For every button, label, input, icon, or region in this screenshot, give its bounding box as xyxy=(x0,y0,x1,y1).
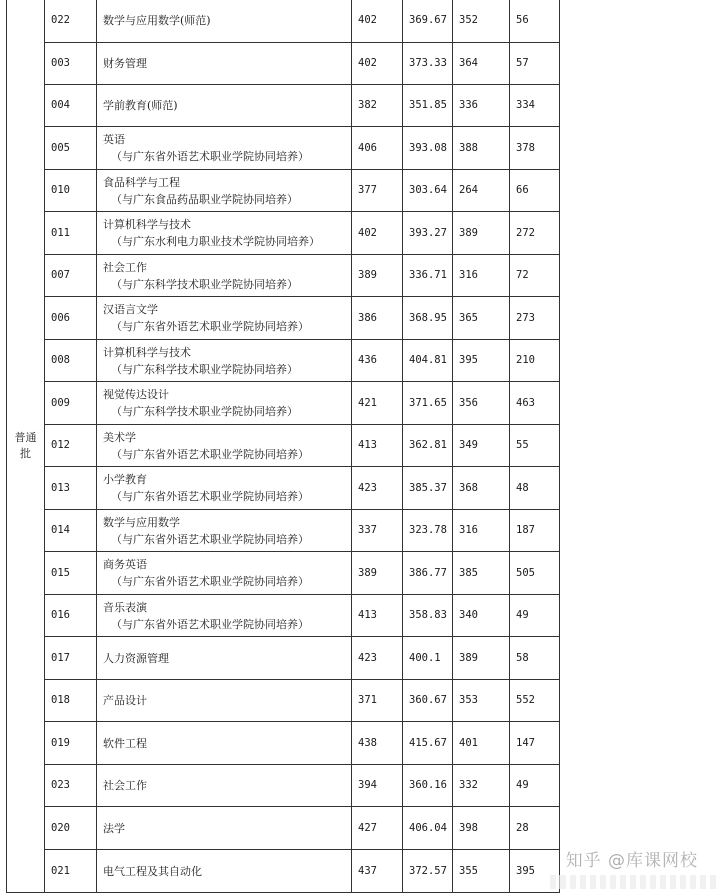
avg-score-cell: 372.57 xyxy=(403,850,453,893)
major-name-cell xyxy=(97,765,352,807)
major-name: 人力资源管理 xyxy=(103,651,169,665)
min-score-cell: 356 xyxy=(453,382,510,425)
major-name: 产品设计 xyxy=(103,694,147,707)
min-score-cell: 388 xyxy=(453,127,510,170)
major-partner-note: （与广东科学技术职业学院协同培养） xyxy=(111,277,298,291)
max-score-cell: 437 xyxy=(352,850,403,893)
avg-score-cell: 415.67 xyxy=(403,722,453,765)
min-score-cell: 355 xyxy=(453,850,510,893)
table-row xyxy=(7,382,560,425)
major-name: 社会工作 xyxy=(103,260,147,274)
table-row xyxy=(7,680,560,722)
score-table xyxy=(6,0,560,893)
table-row xyxy=(7,722,560,765)
max-score-cell: 402 xyxy=(352,0,403,43)
max-score-cell: 402 xyxy=(352,212,403,255)
admit-count-cell: 56 xyxy=(510,0,560,43)
max-score-cell: 413 xyxy=(352,425,403,467)
major-name: 汉语言文学 xyxy=(103,303,158,316)
max-score-cell: 406 xyxy=(352,127,403,170)
major-partner-note: （与广东科学技术职业学院协同培养） xyxy=(111,405,298,418)
major-name-cell xyxy=(97,0,352,43)
major-name-cell xyxy=(97,85,352,127)
avg-score-cell: 351.85 xyxy=(403,85,453,127)
table-row xyxy=(7,340,560,382)
min-score-cell: 316 xyxy=(453,255,510,297)
major-name-cell xyxy=(97,680,352,722)
table-row xyxy=(7,765,560,807)
max-score-cell: 402 xyxy=(352,43,403,85)
admit-count-cell: 395 xyxy=(510,850,560,893)
min-score-cell: 368 xyxy=(453,467,510,510)
avg-score-cell: 369.67 xyxy=(403,0,453,43)
major-name-cell xyxy=(97,43,352,85)
major-code-cell: 020 xyxy=(45,807,97,850)
major-code-cell: 016 xyxy=(45,595,97,637)
min-score-cell: 389 xyxy=(453,212,510,255)
major-name: 小学教育 xyxy=(103,473,147,486)
table-row xyxy=(7,807,560,850)
major-name: 食品科学与工程 xyxy=(103,175,180,189)
major-code-cell: 004 xyxy=(45,85,97,127)
major-code-cell: 010 xyxy=(45,170,97,212)
admit-count-cell: 334 xyxy=(510,85,560,127)
admit-count-cell: 28 xyxy=(510,807,560,850)
avg-score-cell: 386.77 xyxy=(403,552,453,595)
admit-count-cell: 552 xyxy=(510,680,560,722)
major-partner-note: （与广东食品药品职业学院协同培养） xyxy=(111,192,298,206)
admit-count-cell: 187 xyxy=(510,510,560,552)
max-score-cell: 371 xyxy=(352,680,403,722)
major-name-cell xyxy=(97,255,352,297)
major-name: 财务管理 xyxy=(103,57,147,70)
max-score-cell: 421 xyxy=(352,382,403,425)
min-score-cell: 332 xyxy=(453,765,510,807)
major-name: 视觉传达设计 xyxy=(103,388,169,401)
watermark-background xyxy=(550,875,720,889)
major-name: 计算机科学与技术 xyxy=(103,218,191,231)
admit-count-cell: 49 xyxy=(510,765,560,807)
table-row xyxy=(7,255,560,297)
max-score-cell: 413 xyxy=(352,595,403,637)
avg-score-cell: 373.33 xyxy=(403,43,453,85)
major-partner-note: （与广东省外语艺术职业学院协同培养） xyxy=(111,617,309,631)
major-name-cell xyxy=(97,552,352,595)
max-score-cell: 389 xyxy=(352,255,403,297)
admit-count-cell: 378 xyxy=(510,127,560,170)
major-code-cell: 017 xyxy=(45,637,97,680)
major-code-cell: 019 xyxy=(45,722,97,765)
avg-score-cell: 406.04 xyxy=(403,807,453,850)
avg-score-cell: 358.83 xyxy=(403,595,453,637)
avg-score-cell: 400.1 xyxy=(403,637,453,680)
min-score-cell: 336 xyxy=(453,85,510,127)
major-name: 音乐表演 xyxy=(103,600,147,614)
major-name-cell xyxy=(97,807,352,850)
major-code-cell: 021 xyxy=(45,850,97,893)
avg-score-cell: 360.16 xyxy=(403,765,453,807)
min-score-cell: 264 xyxy=(453,170,510,212)
max-score-cell: 386 xyxy=(352,297,403,340)
admit-count-cell: 463 xyxy=(510,382,560,425)
avg-score-cell: 368.95 xyxy=(403,297,453,340)
major-name: 美术学 xyxy=(103,430,136,444)
major-name-cell xyxy=(97,637,352,680)
avg-score-cell: 336.71 xyxy=(403,255,453,297)
table-row xyxy=(7,552,560,595)
table-row xyxy=(7,43,560,85)
major-partner-note: （与广东省外语艺术职业学院协同培养） xyxy=(111,575,309,588)
table-row xyxy=(7,127,560,170)
major-code-cell: 018 xyxy=(45,680,97,722)
major-name-cell xyxy=(97,297,352,340)
major-name-cell xyxy=(97,127,352,170)
max-score-cell: 423 xyxy=(352,637,403,680)
major-code-cell: 023 xyxy=(45,765,97,807)
major-name-cell xyxy=(97,382,352,425)
admit-count-cell: 147 xyxy=(510,722,560,765)
major-name: 软件工程 xyxy=(103,736,147,750)
avg-score-cell: 323.78 xyxy=(403,510,453,552)
major-code-cell: 007 xyxy=(45,255,97,297)
admit-count-cell: 505 xyxy=(510,552,560,595)
major-name: 社会工作 xyxy=(103,779,147,792)
major-code-cell: 003 xyxy=(45,43,97,85)
major-partner-note: （与广东省外语艺术职业学院协同培养） xyxy=(111,490,309,503)
table-row xyxy=(7,0,560,43)
max-score-cell: 436 xyxy=(352,340,403,382)
admit-count-cell: 55 xyxy=(510,425,560,467)
admit-count-cell: 57 xyxy=(510,43,560,85)
admit-count-cell: 273 xyxy=(510,297,560,340)
min-score-cell: 364 xyxy=(453,43,510,85)
major-code-cell: 015 xyxy=(45,552,97,595)
major-name-cell xyxy=(97,212,352,255)
major-name-cell xyxy=(97,722,352,765)
avg-score-cell: 303.64 xyxy=(403,170,453,212)
min-score-cell: 389 xyxy=(453,637,510,680)
batch-label-part: 普通 xyxy=(14,430,37,444)
avg-score-cell: 393.27 xyxy=(403,212,453,255)
min-score-cell: 349 xyxy=(453,425,510,467)
table-row xyxy=(7,467,560,510)
avg-score-cell: 385.37 xyxy=(403,467,453,510)
max-score-cell: 377 xyxy=(352,170,403,212)
max-score-cell: 423 xyxy=(352,467,403,510)
major-name-cell xyxy=(97,425,352,467)
max-score-cell: 337 xyxy=(352,510,403,552)
admit-count-cell: 72 xyxy=(510,255,560,297)
avg-score-cell: 362.81 xyxy=(403,425,453,467)
major-code-cell: 006 xyxy=(45,297,97,340)
major-code-cell: 005 xyxy=(45,127,97,170)
avg-score-cell: 404.81 xyxy=(403,340,453,382)
major-name-cell xyxy=(97,170,352,212)
major-name: 计算机科学与技术 xyxy=(103,345,191,359)
major-partner-note: （与广东省外语艺术职业学院协同培养） xyxy=(111,320,309,333)
max-score-cell: 382 xyxy=(352,85,403,127)
major-partner-note: （与广东水利电力职业技术学院协同培养） xyxy=(111,235,320,248)
avg-score-cell: 360.67 xyxy=(403,680,453,722)
watermark: 知乎 @库课网校 xyxy=(565,851,698,871)
major-name-cell xyxy=(97,510,352,552)
admit-count-cell: 66 xyxy=(510,170,560,212)
major-code-cell: 008 xyxy=(45,340,97,382)
avg-score-cell: 371.65 xyxy=(403,382,453,425)
major-code-cell: 014 xyxy=(45,510,97,552)
admit-count-cell: 272 xyxy=(510,212,560,255)
major-name-cell xyxy=(97,595,352,637)
table-row xyxy=(7,595,560,637)
min-score-cell: 395 xyxy=(453,340,510,382)
major-name: 学前教育(师范) xyxy=(103,99,178,112)
score-table-body xyxy=(7,0,560,893)
table-row xyxy=(7,510,560,552)
major-partner-note: （与广东省外语艺术职业学院协同培养） xyxy=(111,150,309,163)
table-row xyxy=(7,425,560,467)
admit-count-cell: 48 xyxy=(510,467,560,510)
admit-count-cell: 210 xyxy=(510,340,560,382)
batch-label-part: 批 xyxy=(20,446,31,460)
min-score-cell: 365 xyxy=(453,297,510,340)
table-row xyxy=(7,212,560,255)
major-code-cell: 011 xyxy=(45,212,97,255)
major-code-cell: 022 xyxy=(45,0,97,43)
min-score-cell: 316 xyxy=(453,510,510,552)
major-name-cell xyxy=(97,850,352,893)
table-row xyxy=(7,850,560,893)
table-row xyxy=(7,85,560,127)
max-score-cell: 394 xyxy=(352,765,403,807)
batch-cell xyxy=(7,0,45,893)
major-code-cell: 012 xyxy=(45,425,97,467)
major-name: 电气工程及其自动化 xyxy=(103,864,202,878)
table-row xyxy=(7,637,560,680)
min-score-cell: 385 xyxy=(453,552,510,595)
major-name: 数学与应用数学 xyxy=(103,515,180,529)
table-row xyxy=(7,297,560,340)
max-score-cell: 427 xyxy=(352,807,403,850)
major-code-cell: 009 xyxy=(45,382,97,425)
admit-count-cell: 58 xyxy=(510,637,560,680)
major-partner-note: （与广东科学技术职业学院协同培养） xyxy=(111,362,298,376)
major-name-cell xyxy=(97,467,352,510)
min-score-cell: 352 xyxy=(453,0,510,43)
major-name: 数学与应用数学(师范) xyxy=(103,14,211,27)
major-name: 英语 xyxy=(103,133,125,146)
max-score-cell: 438 xyxy=(352,722,403,765)
max-score-cell: 389 xyxy=(352,552,403,595)
major-name-cell xyxy=(97,340,352,382)
min-score-cell: 398 xyxy=(453,807,510,850)
min-score-cell: 353 xyxy=(453,680,510,722)
major-partner-note: （与广东省外语艺术职业学院协同培养） xyxy=(111,532,309,546)
major-name: 法学 xyxy=(103,821,125,835)
major-code-cell: 013 xyxy=(45,467,97,510)
table-row xyxy=(7,170,560,212)
min-score-cell: 340 xyxy=(453,595,510,637)
major-partner-note: （与广东省外语艺术职业学院协同培养） xyxy=(111,447,309,461)
major-name: 商务英语 xyxy=(103,558,147,571)
min-score-cell: 401 xyxy=(453,722,510,765)
admit-count-cell: 49 xyxy=(510,595,560,637)
avg-score-cell: 393.08 xyxy=(403,127,453,170)
